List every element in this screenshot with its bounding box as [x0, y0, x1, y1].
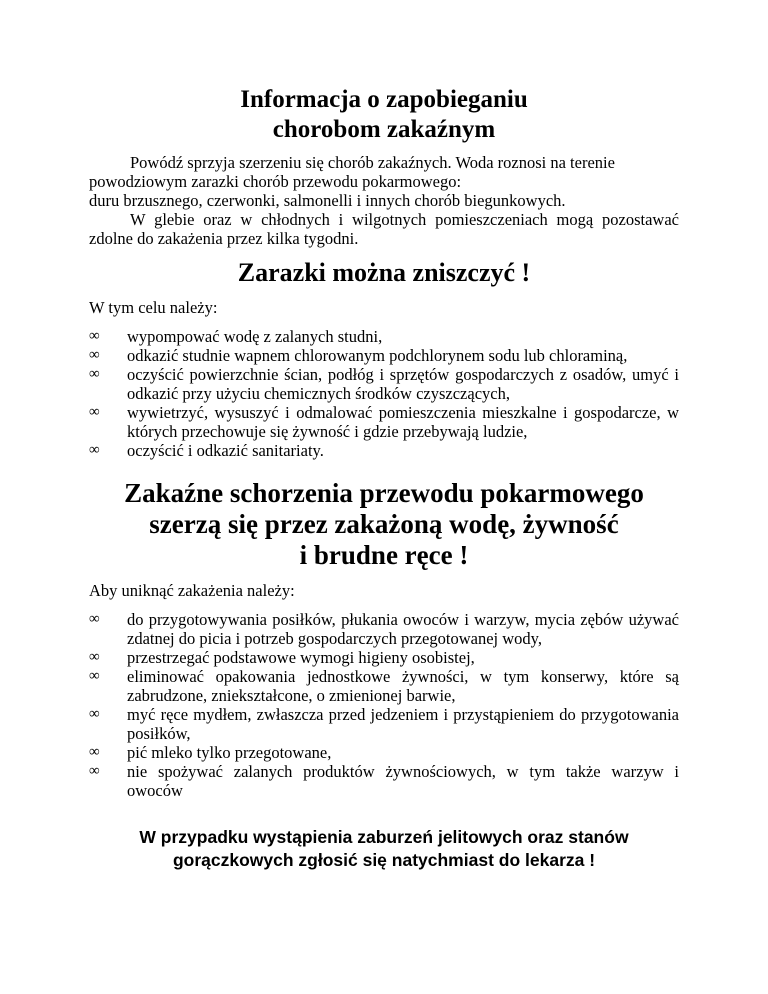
- list-item: [89, 441, 679, 460]
- page-title: [89, 85, 679, 145]
- intro-paragraph-2: W glebie oraz w chłodnych i wilgotnych pomieszczeniach mogą pozostawać zdolne do zakażenia przez kilka tygodni.: [89, 210, 679, 248]
- intro-line-3: duru brzusznego, czerwonki, salmonelli i innych chorób biegunkowych.: [89, 191, 566, 210]
- list-item-text: przestrzegać podstawowe wymogi higieny osobistej,: [127, 648, 475, 667]
- document-page: [89, 85, 679, 872]
- infinity-bullet-icon: ∞: [89, 366, 100, 382]
- list-item: [89, 610, 679, 648]
- list-item-text: oczyścić i odkazić sanitariaty.: [127, 441, 324, 460]
- infinity-bullet-icon: ∞: [89, 404, 100, 420]
- list-item: [89, 648, 679, 667]
- infinity-bullet-icon: ∞: [89, 611, 100, 627]
- infinity-bullet-icon: ∞: [89, 328, 100, 344]
- title-line-2: chorobom zakaźnym: [272, 116, 496, 143]
- list-item-text: myć ręce mydłem, zwłaszcza przed jedzeniem i przystąpieniem do przygotowania posiłków,: [127, 705, 679, 743]
- section-2-list: [89, 610, 679, 800]
- list-item-text: do przygotowywania posiłków, płukania owoców i warzyw, mycia zębów używać zdatnej do picia i potrzeb gospodarczych przegotowanej wody,: [127, 610, 679, 648]
- list-item-text: wypompować wodę z zalanych studni,: [127, 327, 383, 346]
- section-2-heading-line-3: i brudne ręce !: [299, 540, 469, 570]
- list-item-text: eliminować opakowania jednostkowe żywności, w tym konserwy, które są zabrudzone, zniekształcone, o zmienionej barwie,: [127, 667, 679, 705]
- infinity-bullet-icon: ∞: [89, 763, 100, 779]
- intro-section: [89, 153, 679, 248]
- list-item: [89, 743, 679, 762]
- infinity-bullet-icon: ∞: [89, 668, 100, 684]
- list-item-text: wywietrzyć, wysuszyć i odmalować pomieszczenia mieszkalne i gospodarcze, w których przechowuje się żywność i gdzie przebywają ludzie,: [127, 403, 679, 441]
- section-1-lead: W tym celu należy:: [89, 298, 218, 317]
- section-1-list: [89, 327, 679, 460]
- list-item: [89, 667, 679, 705]
- list-item: [89, 365, 679, 403]
- infinity-bullet-icon: ∞: [89, 347, 100, 363]
- list-item-text: nie spożywać zalanych produktów żywnościowych, w tym także warzyw i owoców: [127, 762, 679, 800]
- infinity-bullet-icon: ∞: [89, 649, 100, 665]
- section-1-heading: Zarazki można zniszczyć !: [237, 258, 531, 287]
- infinity-bullet-icon: ∞: [89, 442, 100, 458]
- list-item: [89, 762, 679, 800]
- section-2-heading: [89, 478, 679, 571]
- infinity-bullet-icon: ∞: [89, 706, 100, 722]
- list-item-text: odkazić studnie wapnem chlorowanym podchlorynem sodu lub chloraminą,: [127, 346, 628, 365]
- list-item: [89, 705, 679, 743]
- warning-footer: [89, 826, 679, 872]
- infinity-bullet-icon: ∞: [89, 744, 100, 760]
- section-2-heading-line-1: Zakaźne schorzenia przewodu pokarmowego: [124, 478, 644, 508]
- intro-paragraph-1: [89, 153, 679, 210]
- section-2-lead: Aby uniknąć zakażenia należy:: [89, 581, 295, 600]
- intro-line-2: powodziowym zarazki chorób przewodu pokarmowego:: [89, 172, 462, 191]
- intro-line-1: Powódź sprzyja szerzeniu się chorób zakaźnych. Woda roznosi na terenie: [130, 153, 615, 172]
- footer-line-2: gorączkowych zgłosić się natychmiast do lekarza !: [172, 850, 596, 870]
- section-2-heading-line-2: szerzą się przez zakażoną wodę, żywność: [149, 509, 619, 539]
- list-item: [89, 346, 679, 365]
- list-item: [89, 327, 679, 346]
- list-item-text: pić mleko tylko przegotowane,: [127, 743, 332, 762]
- title-line-1: Informacja o zapobieganiu: [240, 86, 528, 113]
- footer-line-1: W przypadku wystąpienia zaburzeń jelitowych oraz stanów: [139, 827, 629, 847]
- list-item: [89, 403, 679, 441]
- list-item-text: oczyścić powierzchnie ścian, podłóg i sprzętów gospodarczych z osadów, umyć i odkazić przy użyciu chemicznych środków czyszczących,: [127, 365, 679, 403]
